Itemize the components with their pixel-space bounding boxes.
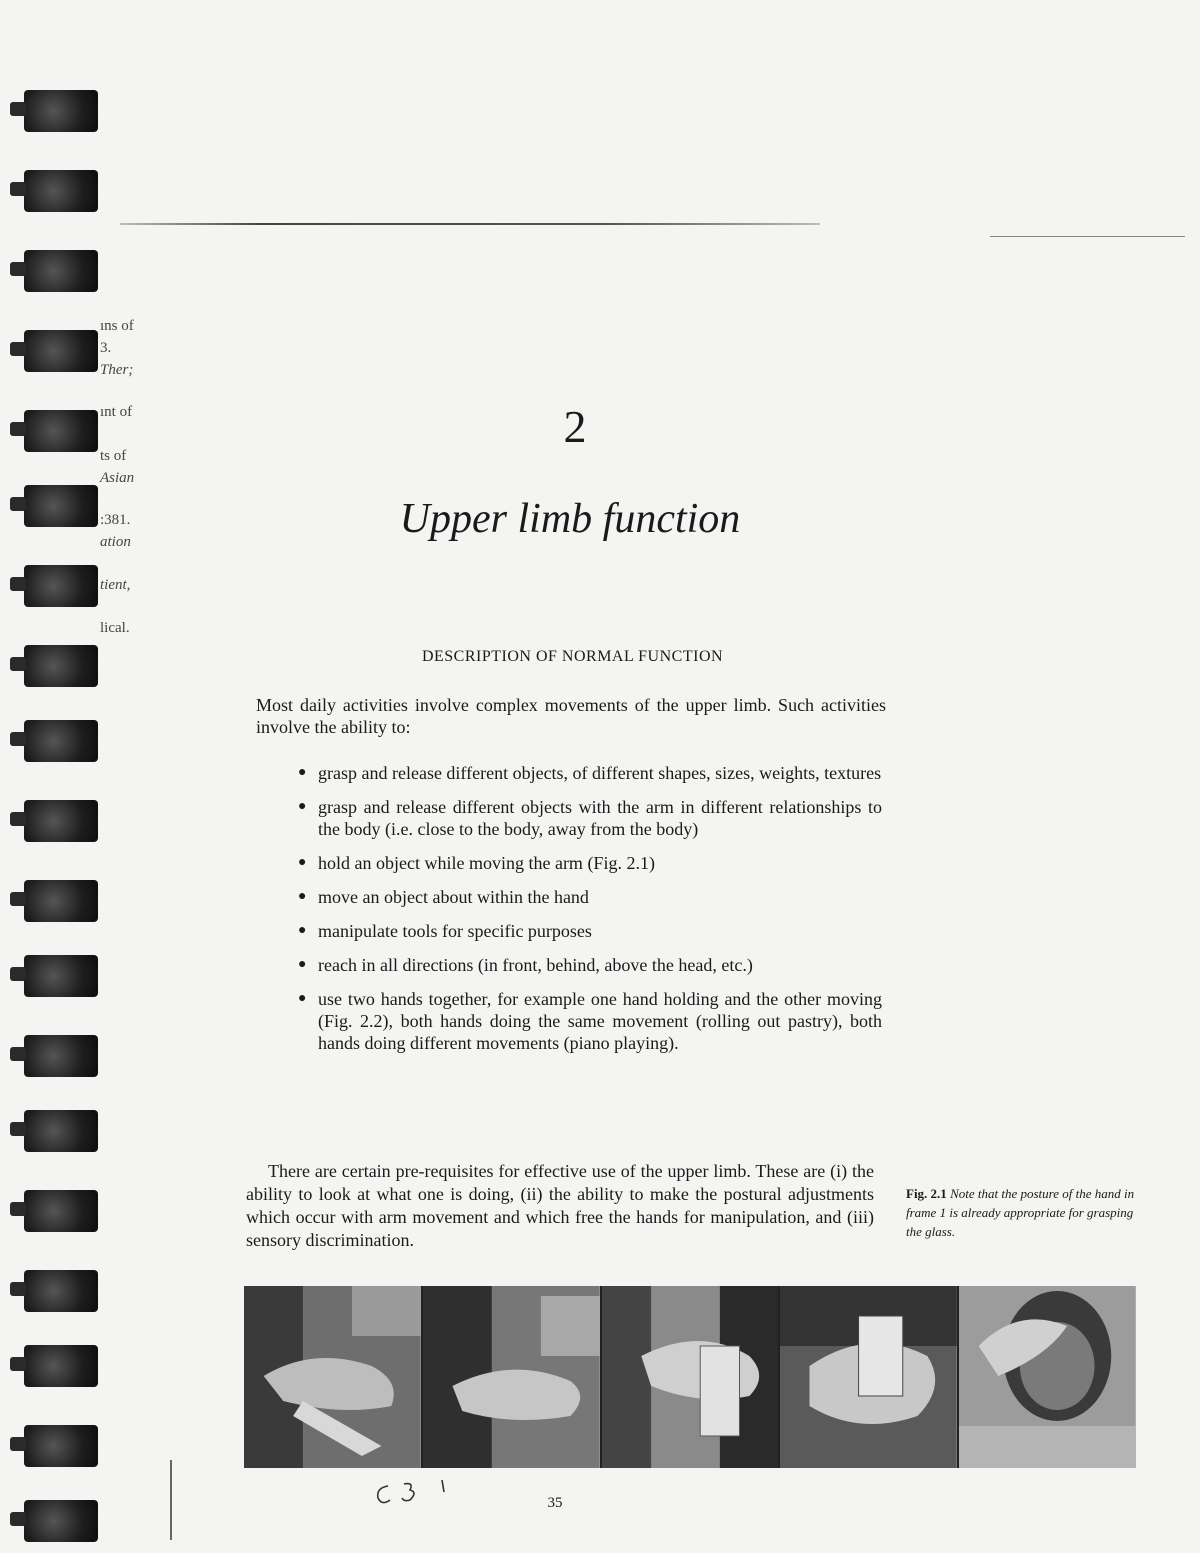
margin-fragment: ation (100, 534, 131, 550)
list-item: ● use two hands together, for example one hand holding and the other moving (Fig. 2.2), both hands doing the same movement (rolling out pastry), both hands doing different movements (piano playing). (296, 988, 882, 1054)
margin-fragment: ıns of (100, 318, 134, 334)
margin-fragment: ts of (100, 448, 127, 464)
margin-fragment: :381. (100, 512, 131, 528)
chapter-title: Upper limb function (399, 496, 741, 542)
ability-list (296, 762, 882, 1066)
margin-fragment: tient, (100, 577, 131, 593)
list-item: ● hold an object while moving the arm (Fig. 2.1) (296, 852, 882, 874)
page-number: 35 (547, 1495, 563, 1511)
margin-fragment: Ther; (100, 362, 134, 378)
margin-fragment: ınt of (100, 404, 133, 420)
photo-frame-5 (959, 1286, 1136, 1468)
margin-fragment: 3. (100, 340, 112, 356)
photo-frame-4 (780, 1286, 959, 1468)
margin-mark (170, 1460, 172, 1540)
margin-fragment: Asian (100, 470, 135, 486)
list-item: ● move an object about within the hand (296, 886, 882, 908)
figure-label: Fig. 2.1 (906, 1186, 947, 1201)
list-item: ● manipulate tools for specific purposes (296, 920, 882, 942)
list-item: ● grasp and release different objects, of different shapes, sizes, weights, textures (296, 762, 882, 784)
header-rule (120, 223, 820, 225)
prerequisites-paragraph: There are certain pre-requisites for effective use of the upper limb. These are (i) the ability to look at what one is doing, (ii) the ability to make the postural adjustments which occur with arm movement and which free the hands for manipulation, and (iii) sensory discrimination. (246, 1161, 874, 1250)
photo-frame-2 (423, 1286, 602, 1468)
figure-caption-text: Note that the posture of the hand in frame 1 is already appropriate for grasping the glass. (906, 1186, 1135, 1239)
previous-page-margin-text (100, 0, 210, 700)
spiral-binding (18, 60, 100, 1540)
handwritten-note (372, 1478, 452, 1508)
photo-frame-1 (244, 1286, 423, 1468)
photo-frame-3 (602, 1286, 781, 1468)
intro-paragraph: Most daily activities involve complex movements of the upper limb. Such activities involve the ability to: (256, 695, 886, 737)
header-rule-right (990, 236, 1185, 237)
figure-caption (906, 1184, 1136, 1241)
figure-2-1-photo-strip (244, 1286, 1136, 1468)
list-item: ● reach in all directions (in front, behind, above the head, etc.) (296, 954, 882, 976)
margin-fragment: lical. (100, 620, 130, 636)
section-heading: DESCRIPTION OF NORMAL FUNCTION (421, 648, 724, 665)
list-item: ● grasp and release different objects with the arm in different relationships to the body (i.e. close to the body, away from the body) (296, 796, 882, 840)
chapter-number: 2 (563, 401, 587, 452)
handwritten-note-drawing (372, 1478, 452, 1508)
